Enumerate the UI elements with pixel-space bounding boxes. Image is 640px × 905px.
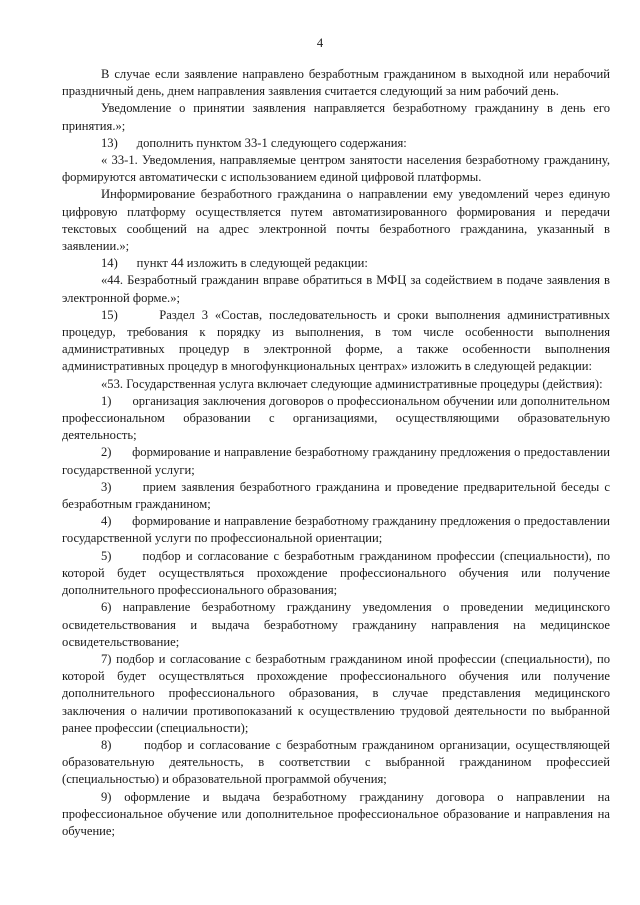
list-item: 7) подбор и согласование с безработным гражданином иной профессии (специальности), по которой будет осуществляться прохождение профессионального обучения или получение дополнительного профессионального образования, в случае представления медицинского заключения о наличии противопоказаний к осуществлению трудовой деятельности по выбранной ранее профессии (специальности); (62, 651, 614, 735)
list-item: 6) направление безработному гражданину уведомления о проведении медицинского освидетельствования и выдача безработному гражданину направления на медицинское освидетельствование; (62, 600, 614, 649)
paragraph: «44. Безработный гражданин вправе обратиться в МФЦ за содействием в подаче заявления в электронной форме.»; (62, 273, 614, 305)
paragraph: 13) дополнить пунктом 33-1 следующего содержания: (101, 135, 407, 150)
page-number: 4 (316, 36, 324, 50)
paragraph: 15) Раздел 3 «Состав, последовательность и сроки выполнения административных процедур, требования к порядку из выполнения, в том числе особенности выполнения административных процедур в электронной форме, а также особенности выполнения административных процедур в многофункциональных центрах» изложить в следующей редакции: (62, 307, 614, 374)
list-item: 8) подбор и согласование с безработным гражданином организации, осуществляющей образовательную деятельность, в соответствии с выбранной гражданином профессией (специальностью) и образовательной программой обучения; (62, 737, 614, 787)
paragraph: Уведомление о принятии заявления направляется безработному гражданину в день его принятия.»; (62, 101, 614, 133)
paragraph: 14) пункт 44 изложить в следующей редакции: (101, 256, 368, 271)
list-item: 1) организация заключения договоров о профессиональном обучении или дополнительном профессиональном образовании с организациями, осуществляющими образовательную деятельность; (62, 393, 614, 443)
paragraph: « 33-1. Уведомления, направляемые центром занятости населения безработному гражданину, формируются автоматически с использованием единой цифровой платформы. (62, 153, 614, 185)
paragraph: Информирование безработного гражданина о направлении ему уведомлений через единую цифровую платформу осуществляется путем автоматизированного формирования и передачи текстовых сообщений на адрес электронной почты безработного гражданина, указанный в заявлении.»; (62, 187, 614, 254)
list-item: 5) подбор и согласование с безработным гражданином профессии (специальности), по которой будет осуществляться прохождение профессионального обучения или получение дополнительного профессионального образования; (62, 548, 614, 598)
paragraph: В случае если заявление направлено безработным гражданином в выходной или нерабочий праздничный день, днем направления заявления считается следующий за ним рабочий день. (62, 67, 614, 99)
list-item: 4) формирование и направление безработному гражданину предложения о предоставлении государственной услуги по профессиональной ориентации; (62, 514, 614, 546)
document-body (62, 66, 614, 840)
list-item: 9) оформление и выдача безработному гражданину договора о направлении на профессиональное обучение или дополнительное профессиональное образование и направления на обучение; (62, 789, 614, 838)
paragraph: «53. Государственная услуга включает следующие административные процедуры (действия): (101, 376, 603, 391)
list-item: 3) прием заявления безработного гражданина и проведение предварительной беседы с безработным гражданином; (62, 479, 614, 512)
list-item: 2) формирование и направление безработному гражданину предложения о предоставлении государственной услуги; (62, 445, 614, 477)
